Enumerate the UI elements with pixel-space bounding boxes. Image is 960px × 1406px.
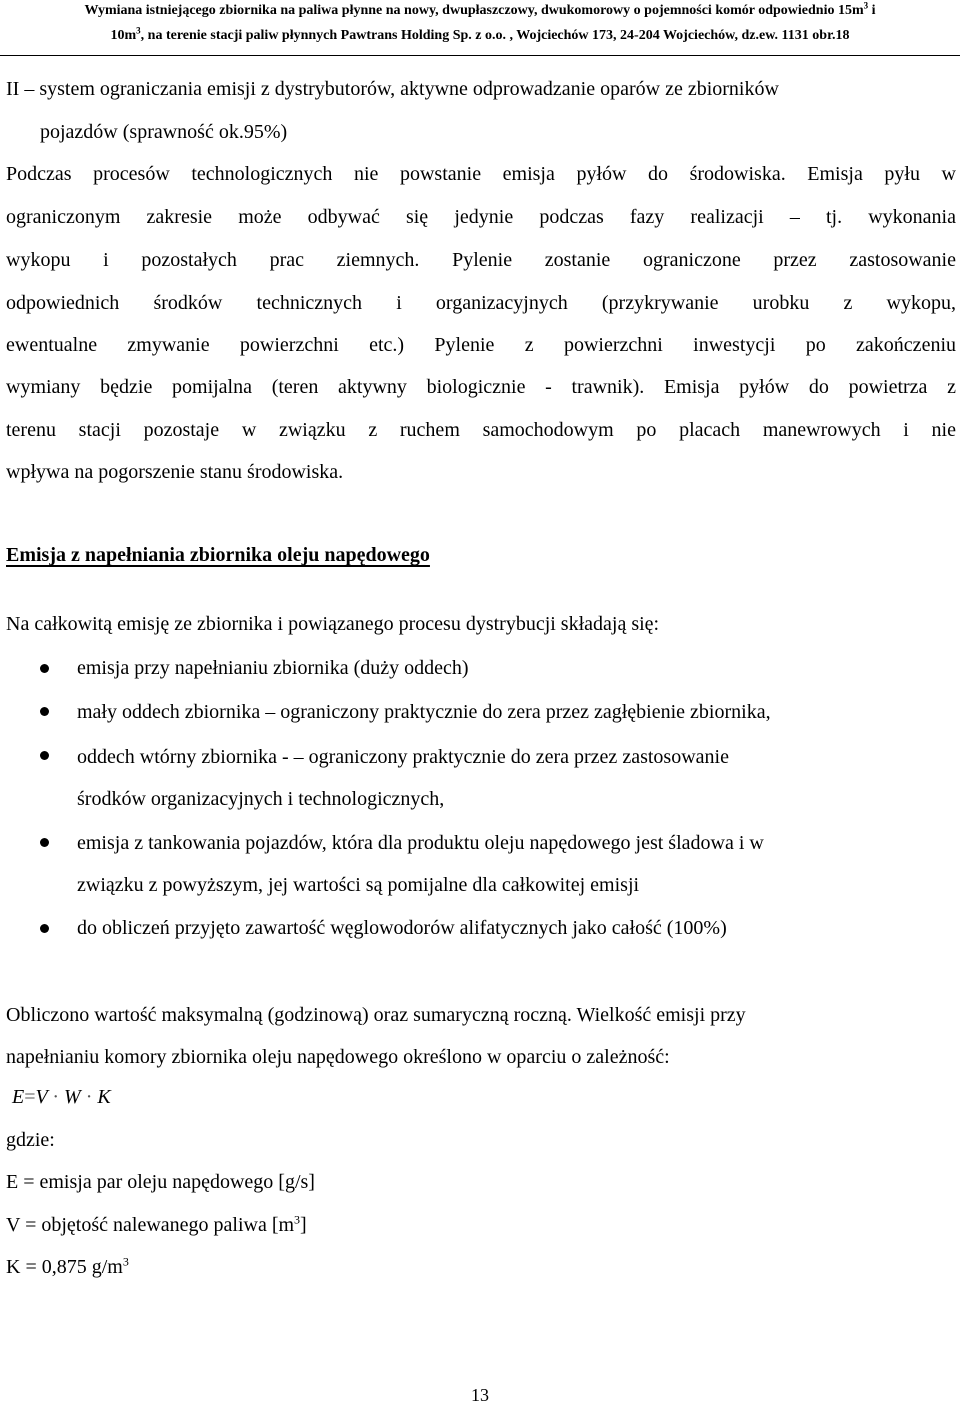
formula-operator: = (24, 1086, 36, 1108)
bullet-icon (40, 838, 49, 847)
definition-superscript: 3 (294, 1212, 301, 1227)
paragraph-line: Podczas procesów technologicznych nie powstanie emisja pyłów do środowiska. Emisja pyłu w (6, 163, 956, 185)
calculation-text: Obliczono wartość maksymalną (godzinową) oraz sumaryczną roczną. Wielkość emisji przy (6, 1004, 746, 1026)
bullet-icon (40, 924, 49, 933)
formula (12, 1085, 111, 1109)
paragraph-line: odpowiednich środków technicznych i organizacyjnych (przykrywanie urobku z wykopu, (6, 292, 956, 314)
list-item: do obliczeń przyjęto zawartość węglowodorów alifatycznych jako całość (100%) (77, 917, 727, 939)
header-text: , na terenie stacji paliw płynnych Pawtrans Holding Sp. z o.o. , Wojciechów 173, 24-204 Wojciechów, dz.ew. 1131 obr.18 (140, 28, 850, 43)
list-item-continuation: środków organizacyjnych i technologicznych, (77, 788, 445, 810)
header-superscript: 3 (136, 25, 141, 36)
definition-k (6, 1255, 129, 1279)
paragraph-line: wymiany będzie pomijalna (teren aktywny biologicznie - trawnik). Emisja pyłów do powietrza z (6, 376, 956, 398)
calculation-text: napełnianiu komory zbiornika oleju napędowego określono w oparciu o zależność: (6, 1046, 670, 1068)
bullet-icon (40, 751, 49, 760)
definition-text: ] (300, 1214, 307, 1236)
paragraph-line: ograniczonym zakresie może odbywać się jedynie podczas fazy realizacji – tj. wykonania (6, 206, 956, 228)
paragraph-line: wykopu i pozostałych prac ziemnych. Pylenie zostanie ograniczone przez zastosowanie (6, 249, 956, 271)
header-text: i (868, 3, 876, 18)
paragraph-line: wpływa na pogorszenie stanu środowiska. (6, 461, 344, 483)
definition-text: V = objętość nalewanego paliwa [m (6, 1214, 295, 1236)
list-item-continuation: związku z powyższym, jej wartości są pomijalne dla całkowitej emisji (77, 874, 640, 896)
intro-line: Na całkowitą emisję ze zbiornika i powiązanego procesu dystrybucji składają się: (6, 613, 660, 635)
list-item: emisja z tankowania pojazdów, która dla produktu oleju napędowego jest śladowa i w (77, 832, 764, 854)
header-superscript: 3 (863, 0, 869, 11)
page-number: 13 (471, 1385, 489, 1405)
formula-symbol: E (12, 1086, 25, 1108)
paragraph-line: II – system ograniczania emisji z dystrybutorów, aktywne odprowadzanie oparów ze zbiorników (6, 78, 779, 100)
header-rule (0, 55, 960, 56)
definition-v (6, 1213, 307, 1237)
formula-operator: · (85, 1086, 93, 1108)
formula-symbol: V (35, 1086, 48, 1108)
list-item: oddech wtórny zbiornika - – ograniczony praktycznie do zera przez zastosowanie (77, 746, 729, 768)
paragraph-line: terenu stacji pozostaje w związku z ruchem samochodowym po placach manewrowych i nie (6, 419, 956, 441)
header-line-1 (0, 0, 960, 19)
formula-symbol: W (64, 1086, 81, 1108)
header-line-2 (0, 25, 960, 44)
where-label: gdzie: (6, 1129, 55, 1151)
bullet-icon (40, 664, 49, 673)
bullet-icon (40, 707, 49, 716)
formula-symbol: K (97, 1086, 111, 1108)
header-text: Wymiana istniejącego zbiornika na paliwa płynne na nowy, dwupłaszczowy, dwukomorowy o pojemności komór odpowiednio 15m (84, 3, 864, 18)
section-title: Emisja z napełniania zbiornika oleju napędowego (6, 544, 430, 566)
paragraph-line: ewentualne zmywanie powierzchni etc.) Pylenie z powierzchni inwestycji po zakończeniu (6, 334, 956, 356)
definition-e: E = emisja par oleju napędowego [g/s] (6, 1171, 315, 1193)
list-item: emisja przy napełnianiu zbiornika (duży oddech) (77, 657, 469, 679)
formula-operator: · (52, 1086, 60, 1108)
list-item: mały oddech zbiornika – ograniczony praktycznie do zera przez zagłębienie zbiornika, (77, 701, 771, 723)
definition-text: K = 0,875 g/m (6, 1256, 123, 1278)
header-text: 10m (110, 28, 137, 43)
definition-superscript: 3 (122, 1254, 129, 1269)
paragraph-line: pojazdów (sprawność ok.95%) (40, 121, 288, 143)
